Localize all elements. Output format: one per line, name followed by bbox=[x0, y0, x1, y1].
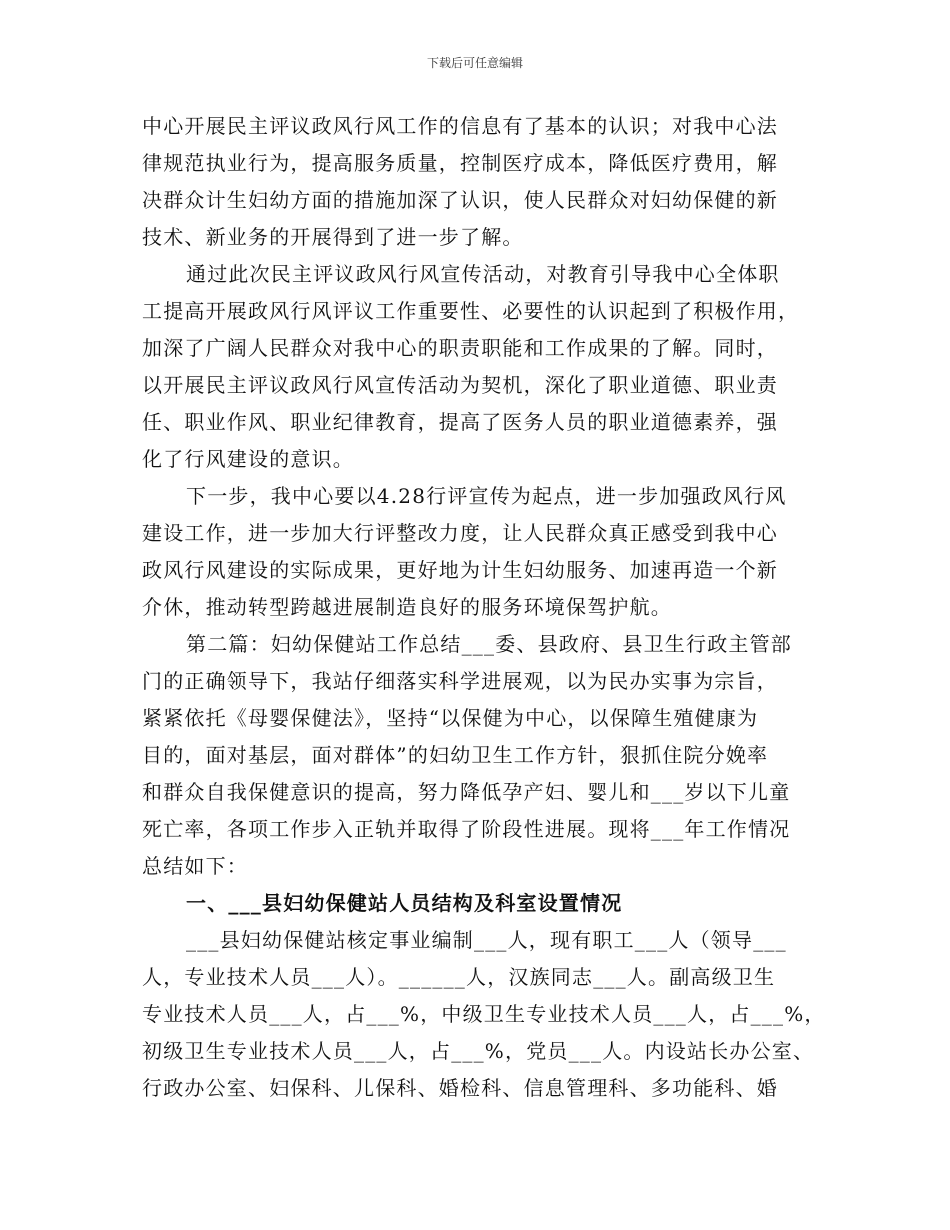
text-line: 化了行风建设的意识。 bbox=[142, 447, 354, 471]
text-line: 以开展民主评议政风行风宣传活动为契机，深化了职业道德、职业责 bbox=[142, 373, 778, 397]
text-line: 决群众计生妇幼方面的措施加深了认识，使人民群众对妇幼保健的新 bbox=[142, 188, 778, 212]
text-line: 下一步，我中心要以4.28行评宣传为起点，进一步加强政风行风 bbox=[186, 484, 787, 508]
text-line: 介休，推动转型跨越进展制造良好的服务环境保驾护航。 bbox=[142, 595, 672, 619]
text-line: 行政办公室、妇保科、儿保科、婚检科、信息管理科、多功能科、婚 bbox=[142, 1076, 778, 1100]
text-line: 初级卫生专业技术人员___人，占___%，党员___人。内设站长办公室、 bbox=[142, 1039, 815, 1063]
text-line: 通过此次民主评议政风行风宣传活动，对教育引导我中心全体职 bbox=[186, 262, 780, 286]
text-line: 建设工作，进一步加大行评整改力度，让人民群众真正感受到我中心 bbox=[142, 521, 778, 545]
text-line: 总结如下： bbox=[142, 854, 248, 878]
page-header: 下载后可任意编辑 bbox=[426, 56, 523, 70]
text-line: 和群众自我保健意识的提高，努力降低孕产妇、婴儿和___岁以下儿童 bbox=[142, 780, 791, 804]
text-line: 工提高开展政风行风评议工作重要性、必要性的认识起到了积极作用， bbox=[142, 299, 800, 323]
text-line: 任、职业作风、职业纪律教育，提高了医务人员的职业道德素养，强 bbox=[142, 410, 778, 434]
text-line: 技术、新业务的开展得到了进一步了解。 bbox=[142, 225, 524, 249]
text-line: 目的，面对基层，面对群体”的妇幼卫生工作方针，狠抓住院分娩率 bbox=[142, 743, 769, 767]
text-line: 第二篇：妇幼保健站工作总结___委、县政府、县卫生行政主管部 bbox=[186, 632, 792, 656]
text-line: 专业技术人员___人，占___%，中级卫生专业技术人员___人，占___%， bbox=[142, 1002, 826, 1026]
text-line: 律规范执业行为，提高服务质量，控制医疗成本，降低医疗费用，解 bbox=[142, 151, 778, 175]
text-line: 中心开展民主评议政风行风工作的信息有了基本的认识；对我中心法 bbox=[142, 114, 778, 138]
document-body bbox=[142, 108, 826, 1107]
text-line: 死亡率，各项工作步入正轨并取得了阶段性进展。现将___年工作情况 bbox=[142, 817, 791, 841]
text-line: ___县妇幼保健站核定事业编制___人，现有职工___人（领导___ bbox=[186, 928, 787, 952]
section-heading: 一、___县妇幼保健站人员结构及科室设置情况 bbox=[186, 891, 623, 915]
text-line: 加深了广阔人民群众对我中心的职责职能和工作成果的了解。同时， bbox=[142, 336, 778, 360]
text-line: 紧紧依托《母婴保健法》，坚持“以保健为中心，以保障生殖健康为 bbox=[142, 706, 759, 730]
text-line: 政风行风建设的实际成果，更好地为计生妇幼服务、加速再造一个新 bbox=[142, 558, 778, 582]
text-line: 门的正确领导下，我站仔细落实科学进展观，以为民办实事为宗旨， bbox=[142, 669, 778, 693]
text-line: 人，专业技术人员___人）。______人，汉族同志___人。副高级卫生 bbox=[142, 965, 776, 989]
